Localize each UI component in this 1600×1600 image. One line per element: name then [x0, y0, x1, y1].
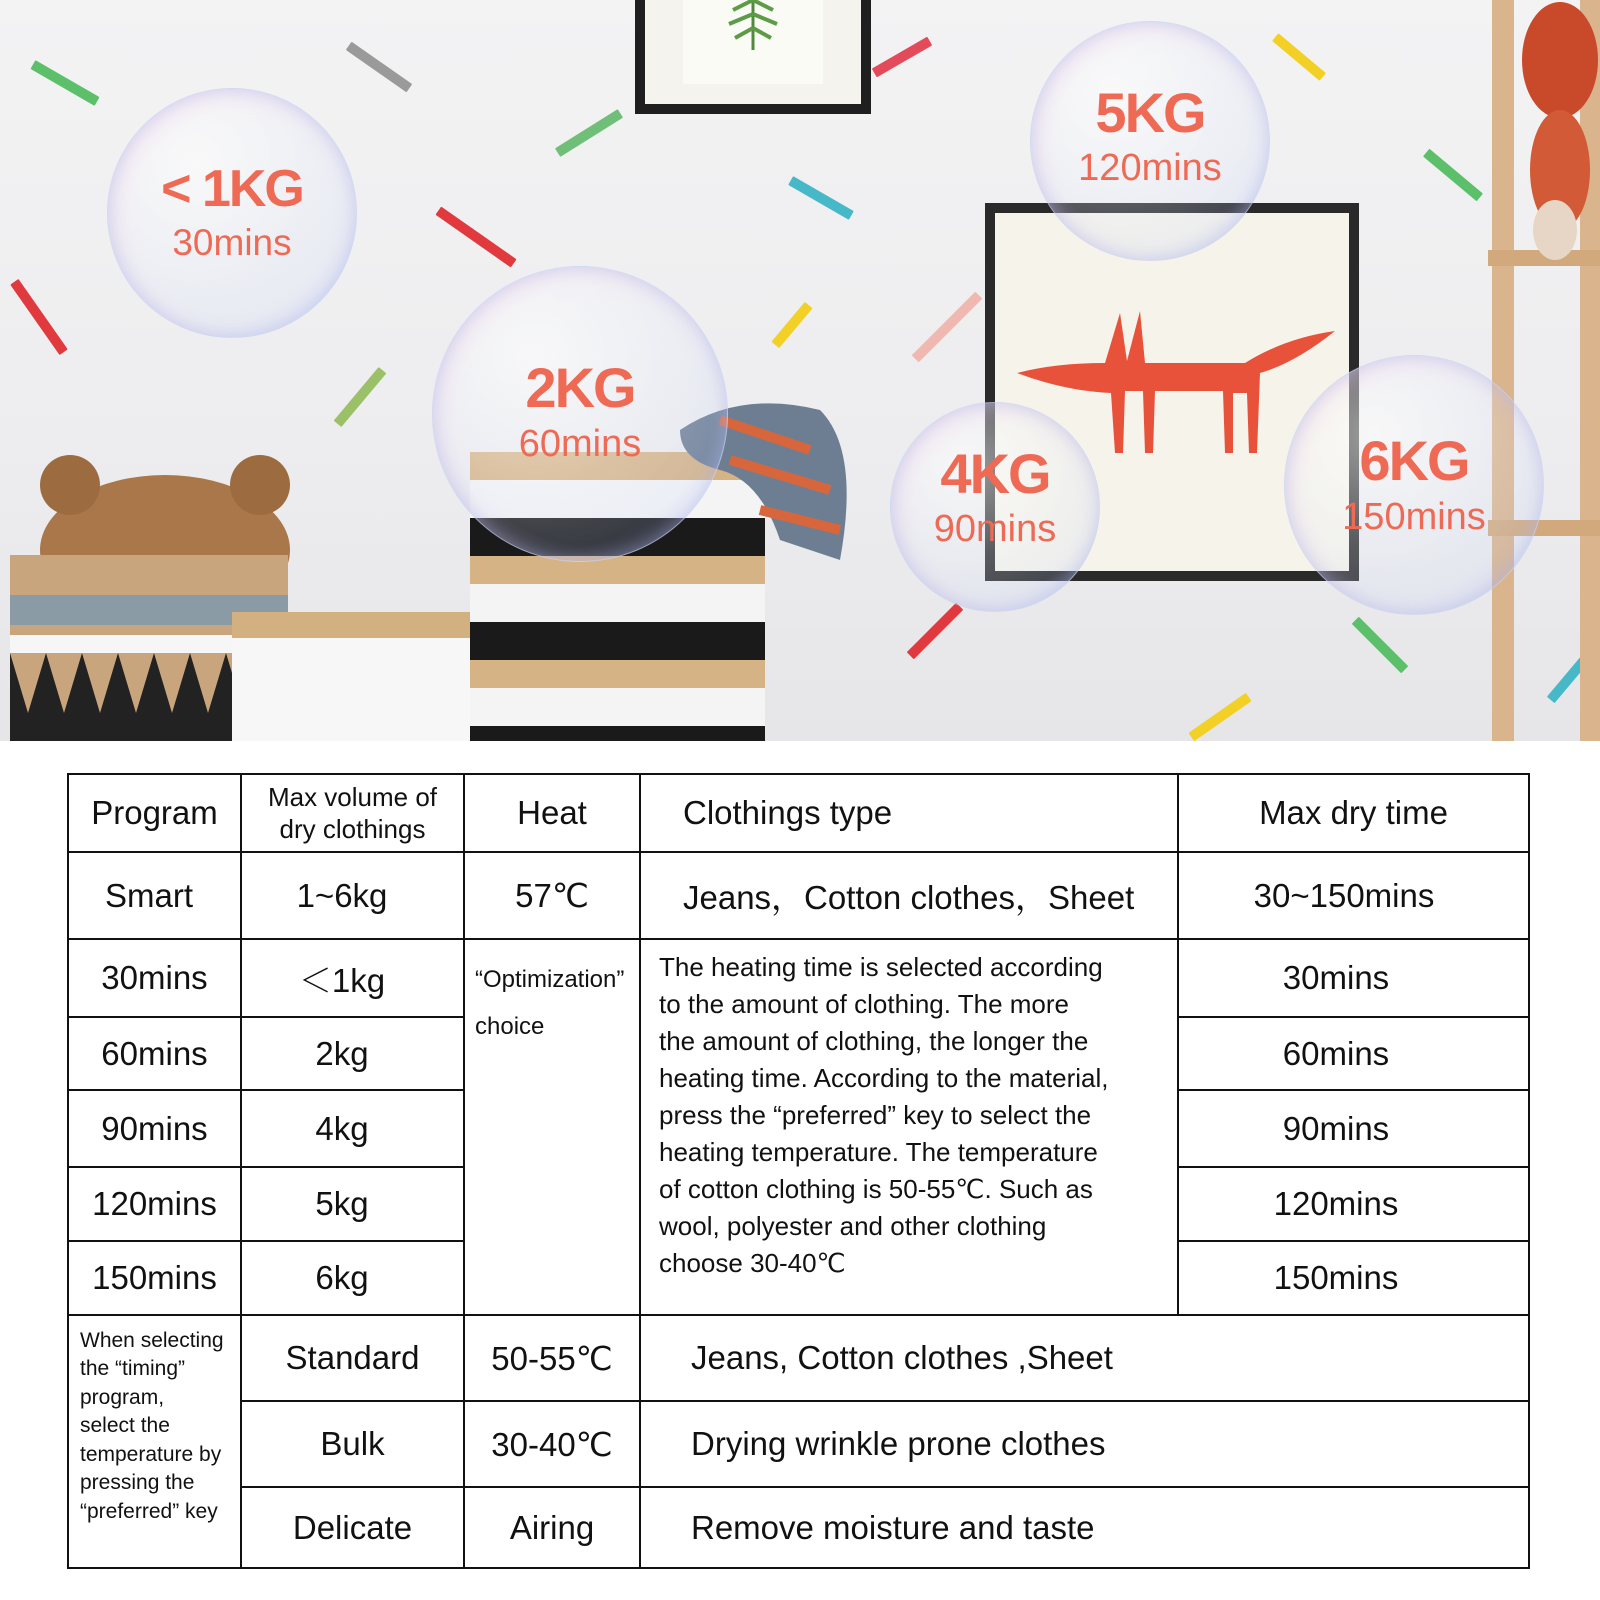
confetti	[912, 292, 983, 363]
timed-description-line: of cotton clothing is 50-55℃. Such as	[659, 1174, 1093, 1204]
temp-mode: Standard	[285, 1339, 420, 1376]
timing-note-line: When selecting	[80, 1329, 224, 1352]
bubble-weight: 4KG	[940, 442, 1050, 505]
timing-note-line: temperature by	[80, 1443, 222, 1466]
confetti	[435, 207, 516, 268]
bubble-time: 60mins	[518, 423, 642, 465]
top-picture-frame	[635, 0, 871, 114]
temp-type: Drying wrinkle prone clothes	[691, 1425, 1106, 1462]
fern-artwork	[683, 0, 823, 84]
bubble-time: 120mins	[1078, 147, 1222, 189]
confetti	[334, 367, 387, 427]
temp-type: Remove moisture and taste	[691, 1508, 1095, 1546]
header-max-volume	[242, 775, 463, 851]
temp-type: Jeans, Cotton clothes ,Sheet	[691, 1339, 1113, 1376]
timed-time: 60mins	[1282, 1034, 1390, 1072]
timed-time: 150mins	[1273, 1259, 1399, 1296]
smart-program: Smart	[104, 876, 193, 914]
header-clothings-type: Clothings type	[683, 794, 893, 831]
timed-description-line: press the “preferred” key to select the	[659, 1100, 1092, 1130]
temp-mode: Bulk	[320, 1425, 385, 1462]
confetti	[1272, 33, 1326, 81]
bubble-weight: 6KG	[1359, 429, 1469, 492]
smart-volume: 1~6kg	[296, 876, 388, 914]
confetti	[1423, 149, 1483, 202]
confetti	[907, 603, 964, 660]
confetti	[788, 176, 854, 220]
timed-heat-line2: choice	[475, 1013, 545, 1040]
bubble-weight: 2KG	[525, 356, 635, 419]
bubble-6kg	[1284, 355, 1544, 615]
temp-heat: 50-55℃	[491, 1339, 613, 1377]
timed-program: 30mins	[101, 959, 208, 996]
temp-heat: 30-40℃	[491, 1425, 613, 1463]
timed-time: 30mins	[1282, 959, 1390, 996]
bubble-time: 150mins	[1342, 496, 1486, 538]
timed-program: 60mins	[101, 1034, 208, 1072]
drying-program-table	[67, 773, 1530, 1569]
smart-heat: 57℃	[515, 877, 589, 914]
timing-note-line: pressing the	[80, 1471, 195, 1494]
timed-description-line: heating temperature. The temperature	[659, 1137, 1098, 1167]
timed-volume: 6kg	[315, 1259, 369, 1296]
timed-heat-line1: “Optimization”	[475, 966, 625, 993]
timing-note-line: program,	[80, 1386, 165, 1409]
timing-note-line: “preferred” key	[80, 1500, 218, 1523]
confetti	[872, 37, 932, 78]
header-heat: Heat	[517, 794, 587, 831]
timed-time: 120mins	[1273, 1185, 1399, 1222]
confetti	[346, 42, 412, 93]
header-max-dry-time: Max dry time	[1259, 794, 1448, 831]
temp-mode: Delicate	[292, 1508, 413, 1546]
timed-program: 150mins	[92, 1259, 217, 1296]
timed-description-line: The heating time is selected according	[659, 952, 1103, 982]
timing-note-line: the “timing”	[80, 1357, 186, 1380]
confetti	[10, 279, 68, 355]
timed-volume: ＜1kg	[298, 961, 386, 999]
header-program: Program	[91, 794, 218, 831]
bubble-1kg	[107, 88, 357, 338]
timed-volume: 5kg	[315, 1185, 369, 1222]
timed-description-line: heating time. According to the material,	[659, 1063, 1109, 1093]
timed-program: 120mins	[92, 1185, 217, 1222]
timed-description-line: wool, polyester and other clothing	[659, 1211, 1047, 1241]
timed-description-line: choose 30-40℃	[659, 1248, 846, 1278]
bubble-weight: 5KG	[1095, 81, 1205, 144]
confetti	[1188, 693, 1251, 741]
bubble-weight: < 1KG	[161, 160, 303, 218]
timing-note-line: select the	[80, 1414, 170, 1437]
bubble-time: 30mins	[172, 222, 292, 263]
bubble-time: 90mins	[933, 508, 1057, 550]
timed-volume: 2kg	[315, 1034, 369, 1072]
confetti	[30, 60, 99, 106]
bubble-4kg	[890, 402, 1100, 612]
header-max-volume-line1: Max volume of	[267, 782, 438, 812]
timed-program: 90mins	[101, 1109, 208, 1147]
toy-fox	[1500, 0, 1600, 270]
confetti	[555, 109, 623, 157]
timed-description-line: the amount of clothing, the longer the	[659, 1026, 1089, 1056]
smart-type: Jeans，Cotton clothes，Sheet	[683, 879, 1135, 916]
bubble-2kg	[432, 266, 728, 562]
confetti	[1352, 617, 1409, 674]
timed-description-line: to the amount of clothing. The more	[659, 989, 1069, 1019]
bubble-5kg	[1030, 21, 1270, 261]
temp-heat: Airing	[509, 1508, 595, 1546]
timed-volume: 4kg	[315, 1109, 369, 1147]
header-max-volume-line2: dry clothings	[279, 814, 426, 844]
smart-time: 30~150mins	[1253, 876, 1435, 914]
timed-time: 90mins	[1282, 1109, 1390, 1147]
hero-photo	[0, 0, 1600, 741]
confetti	[771, 302, 812, 348]
